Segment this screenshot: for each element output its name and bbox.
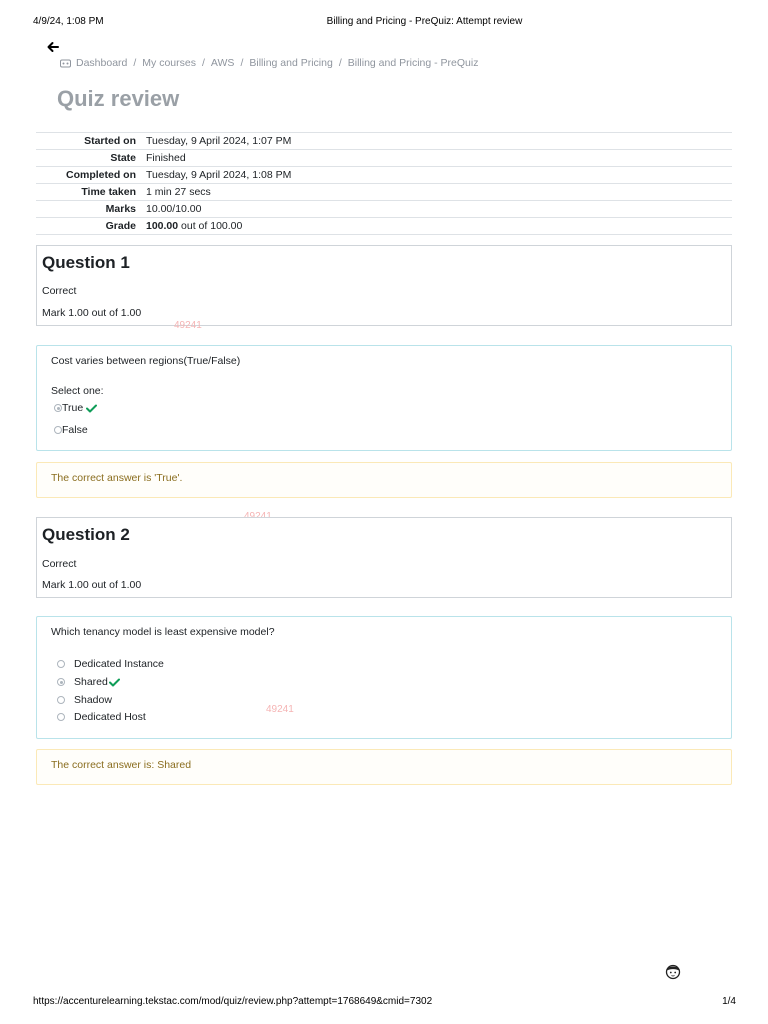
correct-answer-text: The correct answer is: Shared <box>51 759 192 771</box>
summary-row <box>36 184 732 201</box>
avatar-icon[interactable] <box>663 962 683 980</box>
attempt-summary-table <box>36 132 732 235</box>
select-prompt: Select one: <box>51 385 104 397</box>
question-2-content <box>36 616 732 739</box>
question-1-feedback <box>36 462 732 498</box>
answer-label: False <box>62 424 88 436</box>
question-text: Which tenancy model is least expensive model? <box>51 626 275 638</box>
summary-label: Completed on <box>66 169 136 181</box>
question-heading: Question 2 <box>42 525 130 544</box>
answer-option-true[interactable] <box>54 402 97 414</box>
summary-label: Started on <box>84 135 136 147</box>
watermark: 49241 <box>174 320 202 331</box>
question-2-feedback <box>36 749 732 785</box>
summary-label: Marks <box>105 203 136 215</box>
summary-row <box>36 133 732 150</box>
summary-value: 1 min 27 secs <box>146 186 211 198</box>
summary-value <box>142 218 732 235</box>
answer-option-dedicated-instance[interactable] <box>57 658 164 670</box>
summary-value: Tuesday, 9 April 2024, 1:07 PM <box>146 135 292 147</box>
correct-answer-text: The correct answer is 'True'. <box>51 472 183 484</box>
summary-value: 10.00/10.00 <box>146 203 202 215</box>
radio-button[interactable] <box>54 426 62 434</box>
answer-option-dedicated-host[interactable] <box>57 711 146 723</box>
print-title: Billing and Pricing - PreQuiz: Attempt review <box>326 16 523 27</box>
answer-label: Shared <box>74 676 108 688</box>
breadcrumb-section[interactable]: Billing and Pricing <box>249 57 333 69</box>
answer-option-false[interactable] <box>54 424 88 436</box>
print-date: 4/9/24, 1:08 PM <box>33 16 104 27</box>
answer-option-shared[interactable] <box>57 676 120 688</box>
print-footer <box>33 996 736 1010</box>
print-header <box>33 16 736 30</box>
radio-button[interactable] <box>57 713 65 721</box>
print-url: https://accenturelearning.tekstac.com/mod/quiz/review.php?attempt=1768649&cmid=7302 <box>33 996 433 1007</box>
summary-label: Grade <box>105 220 136 232</box>
breadcrumb-separator: / <box>338 57 342 69</box>
question-text: Cost varies between regions(True/False) <box>51 355 241 367</box>
dashboard-icon <box>60 59 71 68</box>
breadcrumb <box>60 57 478 69</box>
summary-value: Tuesday, 9 April 2024, 1:08 PM <box>146 169 292 181</box>
check-icon <box>86 404 97 413</box>
radio-button[interactable] <box>57 660 65 668</box>
answer-label: Dedicated Instance <box>74 658 164 670</box>
summary-row <box>36 201 732 218</box>
answer-label: Shadow <box>74 694 112 706</box>
breadcrumb-dashboard[interactable]: Dashboard <box>76 57 128 69</box>
watermark: 49241 <box>266 704 294 715</box>
question-2-info <box>36 517 732 598</box>
radio-button[interactable] <box>57 678 65 686</box>
breadcrumb-separator: / <box>201 57 205 69</box>
print-page-number: 1/4 <box>722 996 736 1007</box>
question-grade: Mark 1.00 out of 1.00 <box>42 579 142 591</box>
grade-total: out of 100.00 <box>178 220 243 232</box>
answer-label: Dedicated Host <box>74 711 146 723</box>
answer-label: True <box>62 402 84 414</box>
breadcrumb-separator: / <box>240 57 244 69</box>
question-grade: Mark 1.00 out of 1.00 <box>42 307 142 319</box>
page-title: Quiz review <box>57 86 180 111</box>
question-state: Correct <box>42 285 77 297</box>
back-arrow-icon[interactable] <box>46 40 60 54</box>
radio-button[interactable] <box>54 404 62 412</box>
question-heading: Question 1 <box>42 253 130 272</box>
summary-label: Time taken <box>81 186 136 198</box>
grade-score: 100.00 <box>146 220 179 232</box>
summary-row <box>36 167 732 184</box>
breadcrumb-separator: / <box>133 57 137 69</box>
breadcrumb-course[interactable]: AWS <box>210 57 235 69</box>
radio-button[interactable] <box>57 696 65 704</box>
question-1-info <box>36 245 732 326</box>
question-1-content <box>36 345 732 451</box>
question-state: Correct <box>42 558 77 570</box>
summary-value: Finished <box>146 152 186 164</box>
summary-label: State <box>110 152 136 164</box>
breadcrumb-my-courses[interactable]: My courses <box>142 57 196 69</box>
answer-option-shadow[interactable] <box>57 694 112 706</box>
summary-row <box>36 150 732 167</box>
check-icon <box>109 678 120 687</box>
breadcrumb-quiz[interactable]: Billing and Pricing - PreQuiz <box>347 57 479 69</box>
summary-row <box>36 218 732 235</box>
